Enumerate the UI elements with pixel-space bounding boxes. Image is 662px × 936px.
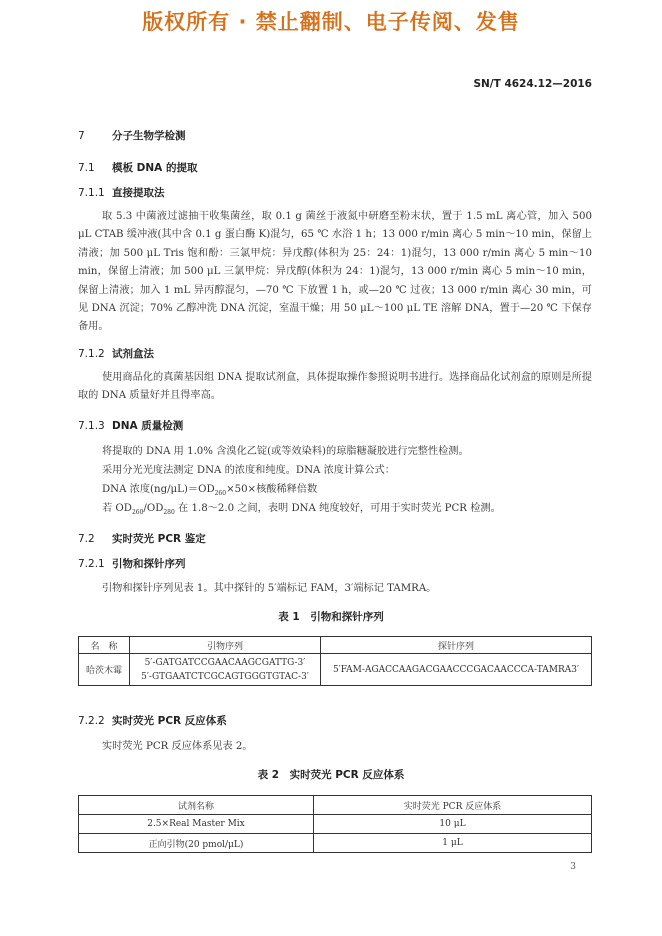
ratio-part: 在 1.8～2.0 之间，表明 DNA 纯度较好，可用于实时荧光 PCR 检测。 [174,503,501,514]
direct-extraction-paragraph [78,208,592,337]
kit-method-text: 使用商品化的真菌基因组 DNA 提取试剂盒，具体提取操作参照说明书进行。选择商品化试剂盒的原则是所提取的 DNA 质量好并且得率高。 [78,372,592,402]
section-number: 7.1.1 [78,187,105,199]
section-7-1-3-heading [78,418,183,433]
qc-line-1: 将提取的 DNA 用 1.0% 含溴化乙锭(或等效染料)的琼脂糖凝胶进行完整性检测。 [102,446,469,457]
formula-part: ×50×核酸稀释倍数 [226,484,318,495]
standard-code: SN/T 4624.12—2016 [473,78,592,90]
primers-intro: 引物和探针序列见表 1。其中探针的 5′端标记 FAM，3′端标记 TAMRA。 [102,583,437,594]
section-title: 试剂盒法 [112,348,154,360]
section-number: 7.1.3 [78,420,105,432]
formula-part: DNA 浓度(ng/μL)＝OD [102,484,215,495]
section-title: 引物和探针序列 [112,558,186,570]
section-title: DNA 质量检测 [112,420,184,432]
forward-primer: 5′-GATGATCCGAACAAGCGATTG-3′ [144,657,306,668]
watermark: 版权所有 · 禁止翻制、电子传阅、发售 [142,10,520,34]
header-probe: 探针序列 [321,637,592,654]
amount-cell: 1 μL [314,834,592,853]
section-7-2-2-heading [78,713,227,728]
ratio-subscript: 260 [131,509,144,517]
species-cell: 哈茨木霉 [79,654,130,686]
table-1-caption: 表 1 引物和探针序列 [278,611,384,623]
system-intro: 实时荧光 PCR 反应体系见表 2。 [102,741,253,752]
section-number: 7.1.2 [78,348,105,360]
formula-subscript: 260 [214,490,227,498]
ratio-part: /OD [143,503,164,514]
table-2-caption: 表 2 实时荧光 PCR 反应体系 [257,769,405,781]
section-7-2-1-heading [78,556,186,571]
table-row [79,815,592,834]
section-7-1-2-heading [78,346,154,361]
primer-cell [130,654,321,686]
section-number: 7.2.2 [78,715,105,727]
table-header-row [79,796,592,815]
section-title: 直接提取法 [112,187,165,199]
qc-ratio-line [102,499,501,516]
section-7-2-heading [78,531,206,546]
qc-formula [102,480,317,497]
reagent-cell: 2.5×Real Master Mix [79,815,314,834]
primer-probe-table [78,636,592,686]
header-system: 实时荧光 PCR 反应体系 [314,796,592,815]
direct-extraction-text: 取 5.3 中菌液过滤抽干收集菌丝，取 0.1 g 菌丝于液氮中研磨至粉末状，置于 1.5 mL 离心管，加入 500 μL CTAB 缓冲液(其中含 0.1 g 蛋白酶 K)混匀，65 ℃ 水浴 1 h；13 000 r/min 离心 5 min～10 min，保留上清液；加 500 μL Tris 饱和酚：三氯甲烷：异戊醇(体积为 25：24：1)混匀，13 000 r/min 离心 5 min～10 min，保留上清液；加 500 μL 三氯甲烷：异戊醇(体积为 24：1)混匀，13 000 r/min 离心 5 min～10 min，保留上清液；加入 1 mL 异丙醇混匀，—70 ℃ 下放置 1 h，或—20 ℃ 过夜；13 000 r/min 离心 30 min，可见 DNA 沉淀；70% 乙醇冲洗 DNA 沉淀，室温干燥；用 50 μL～100 μL TE 溶解 DNA，置于—20 ℃ 下保存备用。 [78,211,592,333]
qc-line-2: 采用分光光度法测定 DNA 的浓度和纯度。DNA 浓度计算公式： [102,465,395,476]
kit-method-paragraph [78,369,592,406]
header-primer: 引物序列 [130,637,321,654]
reagent-cell: 正向引物(20 pmol/μL) [79,834,314,853]
table-header-row [79,637,592,654]
ratio-subscript: 280 [163,509,175,517]
section-7-1-heading [78,160,197,175]
section-number: 7.2 [78,533,95,545]
section-title: 分子生物学检测 [112,130,186,142]
section-7-heading [78,128,186,143]
section-title: 实时荧光 PCR 反应体系 [112,715,227,727]
table-row [79,654,592,686]
section-title: 实时荧光 PCR 鉴定 [112,533,206,545]
ratio-part: 若 OD [102,503,132,514]
amount-cell: 10 μL [314,815,592,834]
section-title: 模板 DNA 的提取 [112,162,198,174]
section-number: 7.2.1 [78,558,105,570]
section-number: 7.1 [78,162,95,174]
table-row [79,834,592,853]
section-number: 7 [78,130,85,142]
reaction-system-table [78,795,592,853]
page-number: 3 [570,862,576,872]
reverse-primer: 5′-GTGAATCTCGCAGTGGGTGTAC-3′ [141,671,309,682]
section-7-1-1-heading [78,185,165,200]
header-name: 名 称 [79,637,130,654]
probe-cell: 5′FAM-AGACCAAGACGAACCCGACAACCCA-TAMRA3′ [321,654,592,686]
header-reagent: 试剂名称 [79,796,314,815]
